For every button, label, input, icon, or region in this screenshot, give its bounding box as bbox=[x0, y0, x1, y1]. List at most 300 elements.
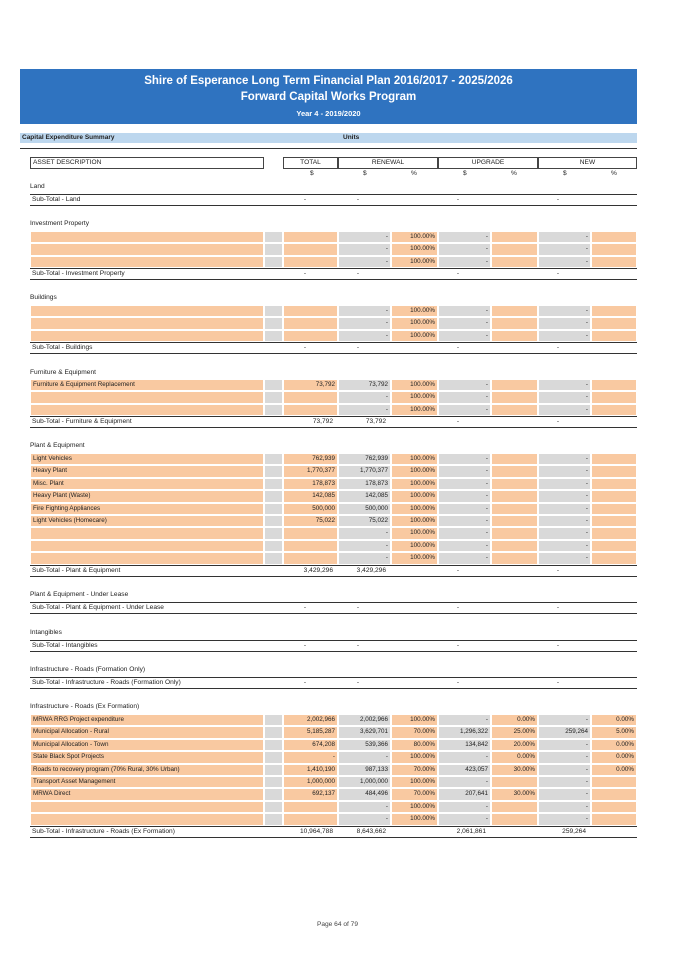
cell-name[interactable]: MRWA RRG Project expenditure bbox=[30, 714, 264, 726]
cell-name[interactable] bbox=[30, 527, 264, 539]
cell-upgrade-pct[interactable] bbox=[491, 305, 538, 317]
cell-renewal-pct[interactable]: 100.00% bbox=[391, 317, 438, 329]
subtotal-new: - bbox=[556, 567, 560, 574]
cell-name[interactable]: Light Vehicles bbox=[30, 453, 264, 465]
cell-spacer bbox=[264, 764, 283, 776]
cell-renewal: 539,366 bbox=[338, 739, 391, 751]
subtotal-label: Sub-Total - Land bbox=[32, 196, 81, 203]
divider bbox=[20, 148, 637, 149]
cell-total[interactable]: 674,208 bbox=[283, 739, 338, 751]
cell-new: - bbox=[538, 714, 591, 726]
cell-renewal-pct[interactable]: 100.00% bbox=[391, 243, 438, 255]
cell-renewal: 3,629,701 bbox=[338, 726, 391, 738]
cell-renewal-pct[interactable]: 100.00% bbox=[391, 305, 438, 317]
subtotal-total: - bbox=[303, 270, 307, 277]
cell-new-pct[interactable]: 5.00% bbox=[591, 726, 637, 738]
cell-spacer bbox=[264, 490, 283, 502]
subtotal-renewal: - bbox=[356, 604, 360, 611]
cell-renewal: 2,002,966 bbox=[338, 714, 391, 726]
section-title: Buildings bbox=[30, 294, 57, 301]
cell-name[interactable] bbox=[30, 330, 264, 342]
cell-upgrade-pct[interactable] bbox=[491, 813, 538, 825]
cell-renewal: - bbox=[338, 317, 391, 329]
cell-name[interactable]: Heavy Plant bbox=[30, 465, 264, 477]
subtotal-row bbox=[30, 677, 637, 689]
cell-upgrade-pct[interactable]: 30.00% bbox=[491, 788, 538, 800]
cell-spacer bbox=[264, 330, 283, 342]
cell-upgrade-pct[interactable] bbox=[491, 527, 538, 539]
cell-upgrade: - bbox=[438, 330, 491, 342]
cell-total[interactable]: 762,939 bbox=[283, 453, 338, 465]
cell-new: - bbox=[538, 739, 591, 751]
cell-name[interactable]: Transport Asset Management bbox=[30, 776, 264, 788]
section-title: Plant & Equipment bbox=[30, 442, 85, 449]
cell-name[interactable] bbox=[30, 256, 264, 268]
cell-upgrade: 134,842 bbox=[438, 739, 491, 751]
cell-spacer bbox=[264, 478, 283, 490]
cell-upgrade-pct[interactable] bbox=[491, 515, 538, 527]
subtotal-row bbox=[30, 268, 637, 280]
unit-renewal-pct: % bbox=[411, 170, 417, 177]
cell-upgrade-pct[interactable] bbox=[491, 379, 538, 391]
cell-renewal-pct[interactable]: 100.00% bbox=[391, 231, 438, 243]
cell-name[interactable]: State Black Spot Projects bbox=[30, 751, 264, 763]
subtotal-total: 10,964,788 bbox=[299, 828, 333, 835]
cell-renewal-pct[interactable]: 100.00% bbox=[391, 527, 438, 539]
cell-renewal: 142,085 bbox=[338, 490, 391, 502]
cell-new-pct[interactable] bbox=[591, 391, 637, 403]
summary-bar bbox=[20, 133, 637, 143]
cell-new: - bbox=[538, 478, 591, 490]
cell-spacer bbox=[264, 404, 283, 416]
cell-renewal: - bbox=[338, 552, 391, 564]
cell-total[interactable]: 2,002,966 bbox=[283, 714, 338, 726]
cell-upgrade: 207,641 bbox=[438, 788, 491, 800]
subtotal-renewal: - bbox=[356, 344, 360, 351]
subtotal-row bbox=[30, 640, 637, 652]
cell-total[interactable]: 75,022 bbox=[283, 515, 338, 527]
cell-upgrade: - bbox=[438, 515, 491, 527]
cell-upgrade-pct[interactable] bbox=[491, 503, 538, 515]
cell-new: - bbox=[538, 751, 591, 763]
cell-renewal: 75,022 bbox=[338, 515, 391, 527]
cell-renewal-pct[interactable]: 70.00% bbox=[391, 726, 438, 738]
cell-new: - bbox=[538, 776, 591, 788]
cell-total[interactable]: - bbox=[283, 751, 338, 763]
cell-name[interactable] bbox=[30, 317, 264, 329]
cell-upgrade-pct[interactable] bbox=[491, 478, 538, 490]
cell-renewal-pct[interactable]: 100.00% bbox=[391, 330, 438, 342]
cell-upgrade: - bbox=[438, 256, 491, 268]
cell-renewal-pct[interactable]: 100.00% bbox=[391, 515, 438, 527]
cell-name[interactable]: Misc. Plant bbox=[30, 478, 264, 490]
cell-upgrade: - bbox=[438, 404, 491, 416]
cell-name[interactable] bbox=[30, 231, 264, 243]
cell-new: - bbox=[538, 503, 591, 515]
cell-total[interactable]: 142,085 bbox=[283, 490, 338, 502]
subtotal-label: Sub-Total - Intangibles bbox=[32, 642, 98, 649]
subtotal-new: - bbox=[556, 679, 560, 686]
cell-renewal: 1,000,000 bbox=[338, 776, 391, 788]
subtotal-renewal: - bbox=[356, 196, 360, 203]
section-title: Infrastructure - Roads (Formation Only) bbox=[30, 666, 146, 673]
page-footer: Page 64 of 79 bbox=[316, 921, 359, 928]
cell-new: - bbox=[538, 391, 591, 403]
subtotal-total: - bbox=[303, 344, 307, 351]
col-upgrade: UPGRADE bbox=[438, 157, 538, 169]
cell-total[interactable]: 73,792 bbox=[283, 379, 338, 391]
cell-new-pct[interactable] bbox=[591, 540, 637, 552]
cell-renewal-pct[interactable]: 100.00% bbox=[391, 478, 438, 490]
cell-renewal: - bbox=[338, 256, 391, 268]
cell-spacer bbox=[264, 453, 283, 465]
subtotal-total: - bbox=[303, 196, 307, 203]
cell-spacer bbox=[264, 714, 283, 726]
cell-total[interactable] bbox=[283, 256, 338, 268]
cell-new-pct[interactable] bbox=[591, 453, 637, 465]
cell-renewal: - bbox=[338, 540, 391, 552]
cell-upgrade: - bbox=[438, 751, 491, 763]
cell-spacer bbox=[264, 391, 283, 403]
cell-new-pct[interactable] bbox=[591, 404, 637, 416]
cell-new-pct[interactable] bbox=[591, 256, 637, 268]
cell-total[interactable] bbox=[283, 813, 338, 825]
cell-total[interactable]: 178,873 bbox=[283, 478, 338, 490]
cell-renewal-pct[interactable]: 100.00% bbox=[391, 714, 438, 726]
cell-new-pct[interactable] bbox=[591, 478, 637, 490]
subtotal-renewal: - bbox=[356, 270, 360, 277]
cell-upgrade-pct[interactable]: 20.00% bbox=[491, 739, 538, 751]
cell-upgrade-pct[interactable] bbox=[491, 465, 538, 477]
cell-upgrade-pct[interactable] bbox=[491, 453, 538, 465]
cell-renewal-pct[interactable]: 100.00% bbox=[391, 490, 438, 502]
cell-name[interactable] bbox=[30, 243, 264, 255]
cell-name[interactable]: MRWA Direct bbox=[30, 788, 264, 800]
cell-total[interactable] bbox=[283, 231, 338, 243]
cell-new-pct[interactable] bbox=[591, 490, 637, 502]
subtotal-new: - bbox=[556, 418, 560, 425]
cell-name[interactable]: Roads to recovery program (70% Rural, 30% Urban) bbox=[30, 764, 264, 776]
cell-name[interactable]: Municipal Allocation - Rural bbox=[30, 726, 264, 738]
cell-spacer bbox=[264, 788, 283, 800]
cell-new-pct[interactable] bbox=[591, 243, 637, 255]
cell-renewal-pct[interactable]: 100.00% bbox=[391, 391, 438, 403]
cell-renewal: - bbox=[338, 391, 391, 403]
section-title: Plant & Equipment - Under Lease bbox=[30, 591, 129, 598]
cell-spacer bbox=[264, 317, 283, 329]
cell-new: - bbox=[538, 453, 591, 465]
cell-renewal: - bbox=[338, 404, 391, 416]
cell-new: - bbox=[538, 764, 591, 776]
cell-upgrade-pct[interactable] bbox=[491, 404, 538, 416]
cell-upgrade-pct[interactable]: 0.00% bbox=[491, 714, 538, 726]
subtotal-renewal: - bbox=[356, 679, 360, 686]
subtotal-upgrade: - bbox=[456, 642, 460, 649]
cell-upgrade: - bbox=[438, 391, 491, 403]
unit-renewal: $ bbox=[363, 170, 367, 177]
cell-new: - bbox=[538, 515, 591, 527]
subtotal-total: - bbox=[303, 642, 307, 649]
cell-new: 259,264 bbox=[538, 726, 591, 738]
section-title: Investment Property bbox=[30, 220, 90, 227]
cell-spacer bbox=[264, 256, 283, 268]
cell-renewal-pct[interactable]: 100.00% bbox=[391, 813, 438, 825]
cell-name[interactable]: Municipal Allocation - Town bbox=[30, 739, 264, 751]
cell-new: - bbox=[538, 231, 591, 243]
cell-new-pct[interactable]: 0.00% bbox=[591, 751, 637, 763]
cell-total[interactable]: 1,770,377 bbox=[283, 465, 338, 477]
cell-upgrade: 1,296,322 bbox=[438, 726, 491, 738]
cell-total[interactable] bbox=[283, 391, 338, 403]
cell-upgrade: - bbox=[438, 503, 491, 515]
cell-spacer bbox=[264, 305, 283, 317]
subtotal-renewal: 8,643,662 bbox=[356, 828, 386, 835]
cell-upgrade: - bbox=[438, 552, 491, 564]
subtotal-label: Sub-Total - Buildings bbox=[32, 344, 93, 351]
cell-renewal-pct[interactable]: 100.00% bbox=[391, 540, 438, 552]
cell-upgrade-pct[interactable] bbox=[491, 317, 538, 329]
cell-total[interactable]: 1,410,190 bbox=[283, 764, 338, 776]
cell-upgrade: - bbox=[438, 540, 491, 552]
cell-total[interactable]: 500,000 bbox=[283, 503, 338, 515]
cell-renewal-pct[interactable]: 100.00% bbox=[391, 776, 438, 788]
cell-renewal-pct[interactable]: 70.00% bbox=[391, 764, 438, 776]
cell-spacer bbox=[264, 527, 283, 539]
subtotal-upgrade: - bbox=[456, 270, 460, 277]
cell-renewal-pct[interactable]: 100.00% bbox=[391, 404, 438, 416]
section-title: Intangibles bbox=[30, 629, 62, 636]
cell-renewal: 73,792 bbox=[338, 379, 391, 391]
cell-renewal: 762,939 bbox=[338, 453, 391, 465]
cell-new: - bbox=[538, 305, 591, 317]
cell-total[interactable] bbox=[283, 243, 338, 255]
cell-name[interactable] bbox=[30, 404, 264, 416]
cell-new-pct[interactable] bbox=[591, 317, 637, 329]
cell-new: - bbox=[538, 527, 591, 539]
cell-upgrade-pct[interactable] bbox=[491, 540, 538, 552]
subtotal-upgrade: 2,061,861 bbox=[456, 828, 486, 835]
cell-new: - bbox=[538, 490, 591, 502]
subtotal-total: 3,429,296 bbox=[303, 567, 333, 574]
cell-total[interactable] bbox=[283, 527, 338, 539]
cell-new-pct[interactable] bbox=[591, 788, 637, 800]
cell-new: - bbox=[538, 317, 591, 329]
subtotal-label: Sub-Total - Plant & Equipment bbox=[32, 567, 121, 574]
subtotal-renewal: - bbox=[356, 642, 360, 649]
cell-renewal-pct[interactable]: 100.00% bbox=[391, 552, 438, 564]
cell-name[interactable]: Fire Fighting Appliances bbox=[30, 503, 264, 515]
cell-spacer bbox=[264, 465, 283, 477]
cell-renewal-pct[interactable]: 100.00% bbox=[391, 379, 438, 391]
cell-new-pct[interactable] bbox=[591, 330, 637, 342]
cell-renewal-pct[interactable]: 100.00% bbox=[391, 801, 438, 813]
cell-spacer bbox=[264, 776, 283, 788]
cell-renewal-pct[interactable]: 100.00% bbox=[391, 256, 438, 268]
cell-renewal: - bbox=[338, 751, 391, 763]
cell-upgrade: - bbox=[438, 527, 491, 539]
cell-new: - bbox=[538, 379, 591, 391]
cell-upgrade: - bbox=[438, 813, 491, 825]
section-title: Infrastructure - Roads (Ex Formation) bbox=[30, 703, 140, 710]
cell-new-pct[interactable] bbox=[591, 515, 637, 527]
cell-new-pct[interactable] bbox=[591, 813, 637, 825]
cell-new: - bbox=[538, 404, 591, 416]
cell-upgrade: - bbox=[438, 776, 491, 788]
cell-total[interactable] bbox=[283, 330, 338, 342]
col-asset-description: ASSET DESCRIPTION bbox=[30, 157, 264, 169]
cell-spacer bbox=[264, 739, 283, 751]
cell-renewal-pct[interactable]: 80.00% bbox=[391, 739, 438, 751]
cell-renewal: 484,496 bbox=[338, 788, 391, 800]
cell-upgrade: - bbox=[438, 305, 491, 317]
cell-new-pct[interactable] bbox=[591, 231, 637, 243]
subtotal-total: 73,792 bbox=[312, 418, 333, 425]
cell-renewal: 178,873 bbox=[338, 478, 391, 490]
cell-total[interactable] bbox=[283, 801, 338, 813]
cell-renewal: - bbox=[338, 527, 391, 539]
col-total: TOTAL bbox=[283, 157, 338, 169]
cell-total[interactable]: 1,000,000 bbox=[283, 776, 338, 788]
cell-spacer bbox=[264, 503, 283, 515]
cell-new: - bbox=[538, 256, 591, 268]
subtotal-new: - bbox=[556, 604, 560, 611]
cell-upgrade-pct[interactable] bbox=[491, 490, 538, 502]
cell-name[interactable] bbox=[30, 813, 264, 825]
cell-upgrade: - bbox=[438, 243, 491, 255]
cell-total[interactable]: 5,185,287 bbox=[283, 726, 338, 738]
cell-upgrade-pct[interactable] bbox=[491, 231, 538, 243]
cell-upgrade: 423,057 bbox=[438, 764, 491, 776]
cell-name[interactable] bbox=[30, 801, 264, 813]
subtotal-new: - bbox=[556, 196, 560, 203]
cell-upgrade: - bbox=[438, 453, 491, 465]
subtotal-renewal: 73,792 bbox=[365, 418, 386, 425]
subtotal-label: Sub-Total - Infrastructure - Roads (Ex Formation) bbox=[32, 828, 175, 835]
cell-renewal-pct[interactable]: 100.00% bbox=[391, 453, 438, 465]
report-subtitle: Forward Capital Works Program bbox=[240, 91, 417, 103]
cell-total[interactable]: 692,137 bbox=[283, 788, 338, 800]
report-banner bbox=[20, 69, 637, 124]
cell-upgrade-pct[interactable] bbox=[491, 391, 538, 403]
cell-renewal: - bbox=[338, 330, 391, 342]
cell-upgrade: - bbox=[438, 317, 491, 329]
cell-new-pct[interactable] bbox=[591, 379, 637, 391]
cell-upgrade-pct[interactable]: 0.00% bbox=[491, 751, 538, 763]
subtotal-new: - bbox=[556, 270, 560, 277]
unit-total: $ bbox=[310, 170, 314, 177]
cell-upgrade-pct[interactable] bbox=[491, 256, 538, 268]
cell-new-pct[interactable] bbox=[591, 305, 637, 317]
cell-name[interactable] bbox=[30, 391, 264, 403]
subtotal-label: Sub-Total - Furniture & Equipment bbox=[32, 418, 132, 425]
unit-upgrade-pct: % bbox=[511, 170, 517, 177]
subtotal-upgrade: - bbox=[456, 418, 460, 425]
cell-upgrade-pct[interactable]: 30.00% bbox=[491, 764, 538, 776]
cell-total[interactable] bbox=[283, 404, 338, 416]
report-title: Shire of Esperance Long Term Financial Plan 2016/2017 - 2025/2026 bbox=[144, 75, 513, 87]
col-new: NEW bbox=[538, 157, 637, 169]
cell-total[interactable] bbox=[283, 305, 338, 317]
cell-new-pct[interactable] bbox=[591, 801, 637, 813]
cell-upgrade: - bbox=[438, 231, 491, 243]
col-renewal: RENEWAL bbox=[338, 157, 438, 169]
cell-new-pct[interactable] bbox=[591, 552, 637, 564]
subtotal-upgrade: - bbox=[456, 679, 460, 686]
cell-new: - bbox=[538, 243, 591, 255]
cell-name[interactable]: Light Vehicles (Homecare) bbox=[30, 515, 264, 527]
subtotal-label: Sub-Total - Infrastructure - Roads (Formation Only) bbox=[32, 679, 181, 686]
cell-total[interactable] bbox=[283, 317, 338, 329]
cell-spacer bbox=[264, 243, 283, 255]
subtotal-row bbox=[30, 416, 637, 428]
cell-renewal-pct[interactable]: 100.00% bbox=[391, 465, 438, 477]
cell-spacer bbox=[264, 801, 283, 813]
cell-renewal: - bbox=[338, 305, 391, 317]
cell-new-pct[interactable] bbox=[591, 776, 637, 788]
cell-name[interactable]: Heavy Plant (Waste) bbox=[30, 490, 264, 502]
cell-name[interactable]: Furniture & Equipment Replacement bbox=[30, 379, 264, 391]
subtotal-row bbox=[30, 826, 637, 838]
cell-upgrade: - bbox=[438, 379, 491, 391]
cell-spacer bbox=[264, 726, 283, 738]
cell-new-pct[interactable] bbox=[591, 527, 637, 539]
cell-renewal-pct[interactable]: 70.00% bbox=[391, 788, 438, 800]
subtotal-row bbox=[30, 602, 637, 614]
cell-name[interactable] bbox=[30, 540, 264, 552]
cell-new: - bbox=[538, 813, 591, 825]
subtotal-renewal: 3,429,296 bbox=[356, 567, 386, 574]
report-year: Year 4 - 2019/2020 bbox=[296, 109, 361, 118]
cell-upgrade-pct[interactable]: 25.00% bbox=[491, 726, 538, 738]
cell-new-pct[interactable]: 0.00% bbox=[591, 714, 637, 726]
cell-renewal-pct[interactable]: 100.00% bbox=[391, 503, 438, 515]
cell-total[interactable] bbox=[283, 552, 338, 564]
section-title: Furniture & Equipment bbox=[30, 369, 96, 376]
cell-spacer bbox=[264, 540, 283, 552]
subtotal-new: 259,264 bbox=[562, 828, 586, 835]
cell-renewal: 987,133 bbox=[338, 764, 391, 776]
subtotal-total: - bbox=[303, 679, 307, 686]
subtotal-label: Sub-Total - Investment Property bbox=[32, 270, 125, 277]
cell-new-pct[interactable]: 0.00% bbox=[591, 764, 637, 776]
subtotal-upgrade: - bbox=[456, 344, 460, 351]
unit-upgrade: $ bbox=[463, 170, 467, 177]
subtotal-upgrade: - bbox=[456, 567, 460, 574]
cell-total[interactable] bbox=[283, 540, 338, 552]
subtotal-upgrade: - bbox=[456, 196, 460, 203]
cell-upgrade-pct[interactable] bbox=[491, 552, 538, 564]
cell-upgrade-pct[interactable] bbox=[491, 243, 538, 255]
cell-renewal: - bbox=[338, 801, 391, 813]
cell-new-pct[interactable]: 0.00% bbox=[591, 739, 637, 751]
cell-new: - bbox=[538, 330, 591, 342]
cell-upgrade: - bbox=[438, 465, 491, 477]
unit-new-pct: % bbox=[611, 170, 617, 177]
cell-spacer bbox=[264, 552, 283, 564]
cell-spacer bbox=[264, 515, 283, 527]
subtotal-upgrade: - bbox=[456, 604, 460, 611]
subtotal-new: - bbox=[556, 642, 560, 649]
subtotal-row bbox=[30, 194, 637, 206]
cell-new-pct[interactable] bbox=[591, 465, 637, 477]
cell-upgrade-pct[interactable] bbox=[491, 776, 538, 788]
cell-upgrade-pct[interactable] bbox=[491, 801, 538, 813]
cell-renewal-pct[interactable]: 100.00% bbox=[391, 751, 438, 763]
cell-name[interactable] bbox=[30, 305, 264, 317]
cell-upgrade-pct[interactable] bbox=[491, 330, 538, 342]
cell-new-pct[interactable] bbox=[591, 503, 637, 515]
cell-name[interactable] bbox=[30, 552, 264, 564]
